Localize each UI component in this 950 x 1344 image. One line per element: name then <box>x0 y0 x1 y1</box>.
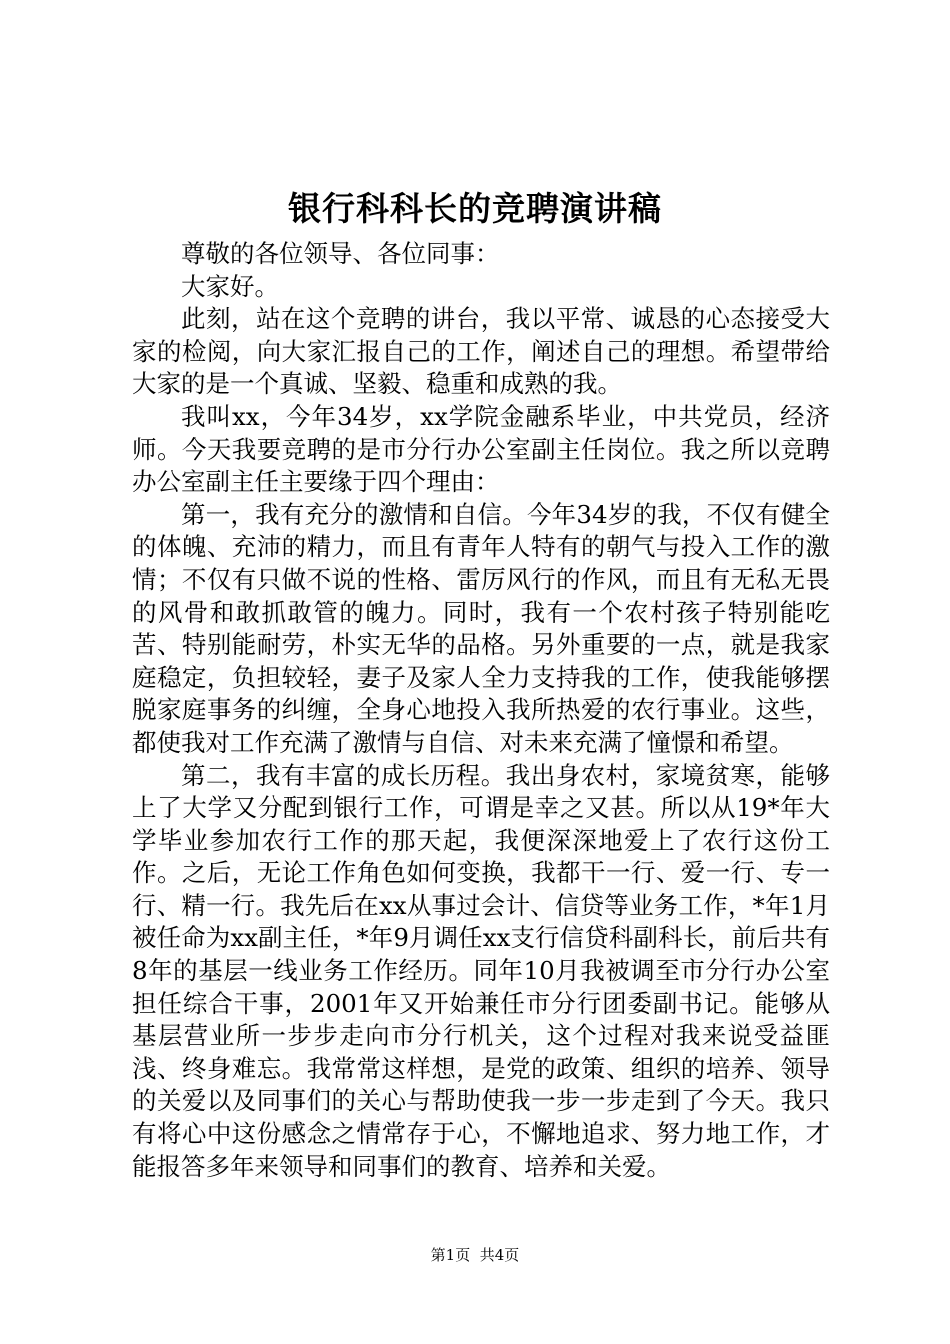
greeting-paragraph: 大家好。 <box>181 271 279 301</box>
salutation-paragraph: 尊敬的各位领导、各位同事： <box>181 239 500 268</box>
reason-one-paragraph: 第一，我有充分的激情和自信。今年34岁的我，不仅有健全的体魄、充沛的精力，而且有青年人特有的朝气与投入工作的激情；不仅有只做不说的性格、雷厉风行的作风，而且有无私无畏的风骨和敢抓敢管的魄力。同时，我有一个农村孩子特别能吃苦、特别能耐劳，朴实无华的品格。另外重要的一点，就是我家庭稳定，负担较轻，妻子及家人全力支持我的工作，使我能够摆脱家庭事务的纠缠，全身心地投入我所热爱的农行事业。这些，都使我对工作充满了激情与自信、对未来充满了憧憬和希望。 <box>132 499 830 757</box>
page-total: 共4页 <box>479 1246 520 1264</box>
page-number: 第1页 <box>430 1246 471 1264</box>
document-body <box>132 238 830 1183</box>
page-footer <box>0 1245 950 1265</box>
reason-two-paragraph: 第二，我有丰富的成长历程。我出身农村，家境贫寒，能够上了大学又分配到银行工作，可谓是幸之又甚。所以从19*年大学毕业参加农行工作的那天起，我便深深地爱上了农行这份工作。之后，无论工作角色如何变换，我都干一行、爱一行、专一行、精一行。我先后在xx从事过会计、信贷等业务工作，*年1月被任命为xx副主任，*年9月调任xx支行信贷科副科长，前后共有8年的基层一线业务工作经历。同年10月我被调至市分行办公室担任综合干事，2001年又开始兼任市分行团委副书记。能够从基层营业所一步步走向市分行机关，这个过程对我来说受益匪浅、终身难忘。我常常这样想，是党的政策、组织的培养、领导的关爱以及同事们的关心与帮助使我一步一步走到了今天。我只有将心中这份感念之情常存于心，不懈地追求、努力地工作，才能报答多年来领导和同事们的教育、培养和关爱。 <box>132 760 830 1181</box>
self-introduction-paragraph: 我叫xx，今年34岁，xx学院金融系毕业，中共党员，经济师。今天我要竞聘的是市分行办公室副主任岗位。我之所以竞聘办公室副主任主要缘于四个理由： <box>132 401 830 497</box>
intro-paragraph: 此刻，站在这个竞聘的讲台，我以平常、诚恳的心态接受大家的检阅，向大家汇报自己的工作，阐述自己的理想。希望带给大家的是一个真诚、坚毅、稳重和成熟的我。 <box>132 304 830 399</box>
document-title: 银行科科长的竞聘演讲稿 <box>288 189 662 228</box>
